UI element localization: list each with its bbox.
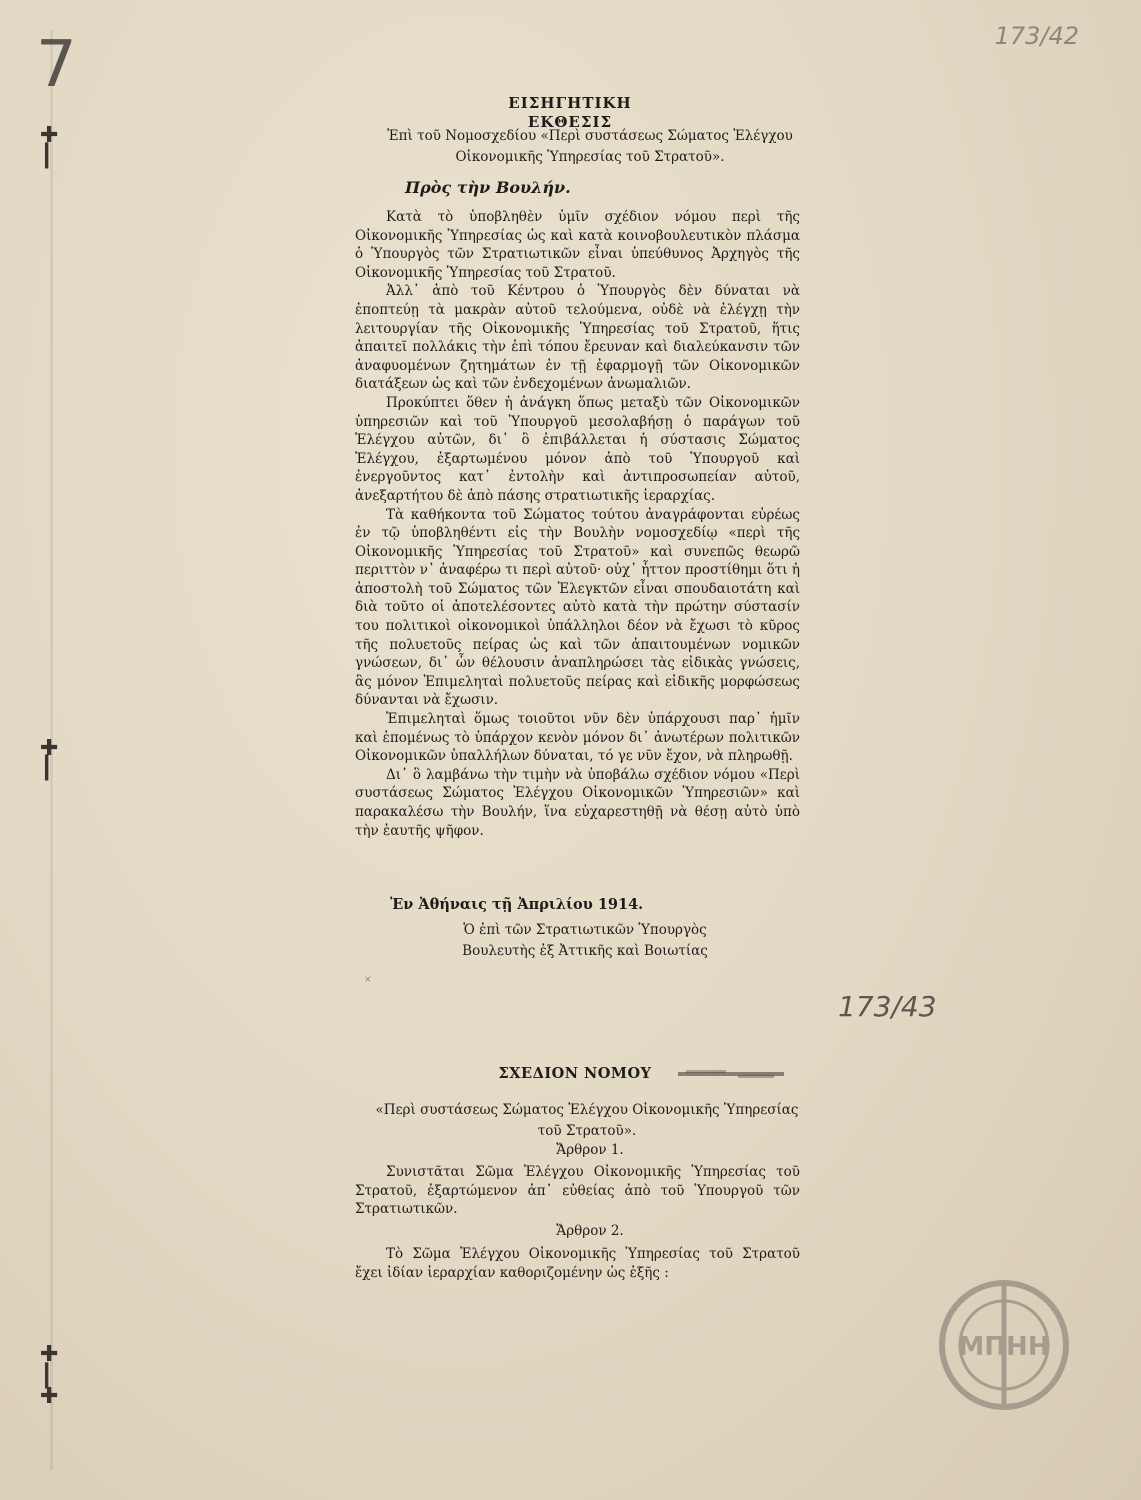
archive-reference-top: 173/42 (994, 22, 1079, 50)
draft-law-title: ΣΧΕΔΙΟΝ ΝΟΜΟΥ (498, 1065, 652, 1082)
ink-stamp-mark (678, 1069, 784, 1079)
seal-text: ΜΠΗΗ (958, 1332, 1050, 1362)
addressee-heading: Πρὸς τὴν Βουλήν. (405, 178, 571, 197)
report-paragraph: Δι᾽ ὃ λαμβάνω τὴν τιμὴν νὰ ὑποβάλω σχέδιον νόμου «Περὶ συστάσεως Σώματος Ἐλέγχου Οἰκονομικῶν Ὑπηρεσιῶν» καὶ παρακαλέσω τὴν Βουλήν, ἵνα εὐχαρεστηθῇ νὰ θέσῃ αὐτὸ ὑπὸ τὴν ἑαυτῆς ψῆφον. (355, 766, 800, 839)
binding-hole-icon: ✚ (40, 1342, 59, 1367)
binding-hole-icon: ✚ (40, 123, 59, 148)
binding-hole-icon: ✚ (40, 1384, 59, 1409)
report-subtitle: Ἐπὶ τοῦ Νομοσχεδίου «Περὶ συστάσεως Σώματος Ἐλέγχου Οἰκονομικῆς Ὑπηρεσίας τοῦ Στρατοῦ». (387, 128, 793, 165)
handwritten-folio-number: 7 (36, 28, 77, 102)
binding-hole-icon: ┃ (40, 1364, 54, 1389)
article-1-title: Ἄρθρον 1. (556, 1142, 624, 1158)
report-paragraph: Τὰ καθήκοντα τοῦ Σώματος τούτου ἀναγράφονται εὐρέως ἐν τῷ ὑποβληθέντι εἰς τὴν Βουλὴν νομοσχεδίῳ «περὶ τῆς Οἰκονομικῆς Ὑπηρεσίας τοῦ Στρατοῦ» καὶ συνεπῶς θεωρῶ περιττὸν ν᾽ ἀναφέρω τι περὶ αὐτοῦ· οὐχ᾽ ἧττον προστίθημι ὅτι ἡ ἀποστολὴ τοῦ Σώματος τῶν Ἐλεγκτῶν εἶναι σπουδαιοτάτη καὶ διὰ τοῦτο οἱ ἀποτελέσοντες αὐτὸ κατὰ τὴν πρώτην σύστασίν του πολιτικοὶ οἰκονομικοὶ ὑπάλληλοι δέον νὰ ἔχωσι τὸ κῦρος τῆς πολυετοῦς πείρας ὡς καὶ τῶν ἀπαιτουμένων νομικῶν γνώσεων, δι᾽ ὧν θέλουσιν ἀναπληρώσει τὰς εἰδικὰς γνώσεις, ἃς μόνον Ἐπιμεληταὶ πολυετοῦς πείρας καὶ εἰδικῆς μορφώσεως δύνανται νὰ ἔχωσιν. (355, 506, 800, 709)
report-paragraph: Ἐπιμεληταὶ ὅμως τοιοῦτοι νῦν δὲν ὑπάρχουσι παρ᾽ ἡμῖν καὶ ἑπομένως τὸ ὑπάρχον κενὸν μόνον δι᾽ ἀνωτέρων πολιτικῶν Οἰκονομικῶν ὑπαλλήλων δύναται, τό γε νῦν ἔχον, νὰ πληρωθῇ. (355, 711, 800, 765)
report-title: ΕΙΣΗΓΗΤΙΚΗ ΕΚΘΕΣΙΣ (508, 94, 632, 131)
article-1-body: Συνιστᾶται Σῶμα Ἐλέγχου Οἰκονομικῆς Ὑπηρεσίας τοῦ Στρατοῦ, ἐξαρτώμενον ἀπ᾽ εὐθείας ἀπὸ τοῦ Ὑπουργοῦ τῶν Στρατιωτικῶν. (355, 1164, 800, 1218)
article-2-title: Ἄρθρον 2. (556, 1223, 624, 1239)
small-mark: × (364, 975, 372, 985)
report-paragraph: Κατὰ τὸ ὑποβληθὲν ὑμῖν σχέδιον νόμου περὶ τῆς Οἰκονομικῆς Ὑπηρεσίας ὡς καὶ κατὰ κοινοβουλευτικὸν πλάσμα ὁ Ὑπουργὸς τῶν Στρατιωτικῶν εἶναι ὑπεύθυνος Ἀρχηγὸς τῆς Οἰκονομικῆς Ὑπηρεσίας τοῦ Στρατοῦ. (355, 209, 800, 281)
archive-reference-middle: 173/43 (838, 990, 937, 1023)
article-2-body: Τὸ Σῶμα Ἐλέγχου Οἰκονομικῆς Ὑπηρεσίας τοῦ Στρατοῦ ἔχει ἰδίαν ἱεραρχίαν καθοριζομένην ὡς ἑξῆς : (355, 1246, 800, 1281)
report-paragraph: Ἀλλ᾽ ἀπὸ τοῦ Κέντρου ὁ Ὑπουργὸς δὲν δύναται νὰ ἐποπτεύῃ τὰ μακρὰν αὐτοῦ τελούμενα, οὐδὲ νὰ ἐλέγχῃ τὴν λειτουργίαν τῆς Οἰκονομικῆς Ὑπηρεσίας τοῦ Στρατοῦ, ἥτις ἀπαιτεῖ πολλάκις τὴν ἐπὶ τόπου ἔρευναν καὶ διαλεύκανσιν τῶν ἀναφυομένων ζητημάτων ἐν τῇ ἐφαρμογῇ τῶν Οἰκονομικῶν διατάξεων ὡς καὶ τῶν ἐνδεχομένων ἀνωμαλιῶν. (355, 283, 800, 393)
binding-hole-icon: ┃ (40, 756, 54, 781)
date-line: Ἐν Ἀθήναις τῇ Ἀπριλίου 1914. (390, 896, 644, 913)
draft-law-subtitle: «Περὶ συστάσεως Σώματος Ἐλέγχου Οἰκονομικῆς Ὑπηρεσίας τοῦ Στρατοῦ». (375, 1102, 799, 1139)
binding-hole-icon: ✚ (40, 736, 59, 761)
binding-hole-icon: ┃ (40, 144, 54, 169)
archive-seal-icon (936, 1277, 1072, 1413)
signature-block (425, 920, 745, 962)
report-body (355, 208, 800, 840)
signature-line: Ὁ ἐπὶ τῶν Στρατιωτικῶν Ὑπουργὸς (463, 922, 707, 938)
signature-line: Βουλευτὴς ἐξ Ἀττικῆς καὶ Βοιωτίας (462, 943, 708, 959)
report-paragraph: Προκύπτει ὅθεν ἡ ἀνάγκη ὅπως μεταξὺ τῶν Οἰκονομικῶν ὑπηρεσιῶν καὶ τοῦ Ὑπουργοῦ μεσολαβήσῃ ὁ παράγων τοῦ Ἐλέγχου αὐτῶν, δι᾽ ὃ ἐπιβάλλεται ἡ σύστασις Σώματος Ἐλέγχου, ἐξαρτωμένου μόνον ἀπὸ τοῦ Ὑπουργοῦ καὶ ἐνεργοῦντος κατ᾽ ἐντολὴν καὶ ἀντιπροσωπείαν αὐτοῦ, ἀνεξαρτήτου δὲ ἀπὸ πάσης στρατιωτικῆς ἱεραρχίας. (355, 394, 800, 504)
